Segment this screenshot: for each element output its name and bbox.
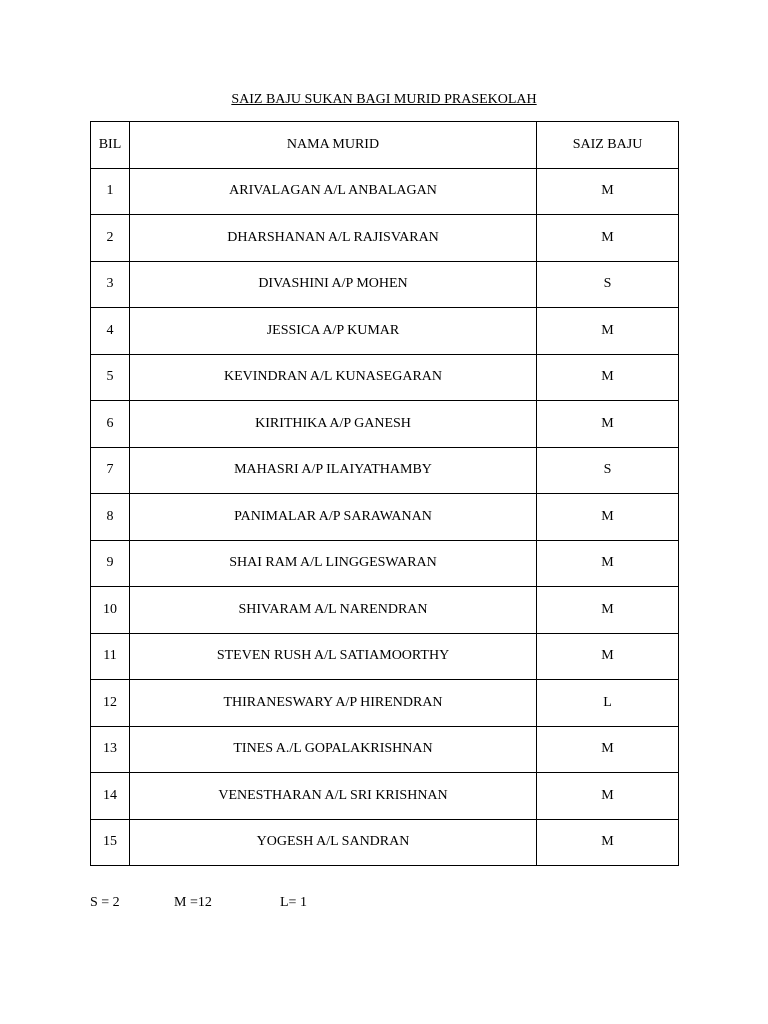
table-row (91, 494, 679, 541)
shirt-size: M (537, 587, 679, 634)
student-name: SHAI RAM A/L LINGGESWARAN (130, 540, 537, 587)
summary-small-count: S = 2 (90, 895, 120, 910)
shirt-size: M (537, 726, 679, 773)
table-row (91, 447, 679, 494)
student-name: MAHASRI A/P ILAIYATHAMBY (130, 447, 537, 494)
row-number: 14 (91, 773, 130, 820)
shirt-size: M (537, 540, 679, 587)
table-row (91, 680, 679, 727)
row-number: 7 (91, 447, 130, 494)
table-row (91, 773, 679, 820)
table-row (91, 308, 679, 355)
student-name: JESSICA A/P KUMAR (130, 308, 537, 355)
row-number: 3 (91, 261, 130, 308)
table-row (91, 633, 679, 680)
table-row (91, 215, 679, 262)
shirt-size: M (537, 168, 679, 215)
row-number: 11 (91, 633, 130, 680)
shirt-size: S (537, 261, 679, 308)
student-name: ARIVALAGAN A/L ANBALAGAN (130, 168, 537, 215)
student-name: TINES A./L GOPALAKRISHNAN (130, 726, 537, 773)
shirt-size: M (537, 401, 679, 448)
row-number: 6 (91, 401, 130, 448)
shirt-size: M (537, 308, 679, 355)
student-name: SHIVARAM A/L NARENDRAN (130, 587, 537, 634)
table-row (91, 354, 679, 401)
table-row (91, 587, 679, 634)
row-number: 13 (91, 726, 130, 773)
student-name: KIRITHIKA A/P GANESH (130, 401, 537, 448)
row-number: 8 (91, 494, 130, 541)
shirt-size: M (537, 633, 679, 680)
header-bil: BIL (91, 122, 130, 169)
student-name: DHARSHANAN A/L RAJISVARAN (130, 215, 537, 262)
student-name: DIVASHINI A/P MOHEN (130, 261, 537, 308)
shirt-size: M (537, 819, 679, 866)
page-title: SAIZ BAJU SUKAN BAGI MURID PRASEKOLAH (231, 92, 537, 107)
table-row (91, 168, 679, 215)
student-name: KEVINDRAN A/L KUNASEGARAN (130, 354, 537, 401)
shirt-size: M (537, 494, 679, 541)
row-number: 15 (91, 819, 130, 866)
header-size: SAIZ BAJU (537, 122, 679, 169)
summary-medium-count: M =12 (174, 895, 212, 910)
row-number: 4 (91, 308, 130, 355)
row-number: 1 (91, 168, 130, 215)
student-name: PANIMALAR A/P SARAWANAN (130, 494, 537, 541)
shirt-size: L (537, 680, 679, 727)
header-name: NAMA MURID (130, 122, 537, 169)
shirt-size: M (537, 354, 679, 401)
summary-large-count: L= 1 (280, 895, 307, 910)
shirt-size: M (537, 773, 679, 820)
row-number: 5 (91, 354, 130, 401)
student-name: YOGESH A/L SANDRAN (130, 819, 537, 866)
row-number: 10 (91, 587, 130, 634)
table-header-row (91, 122, 679, 169)
row-number: 2 (91, 215, 130, 262)
row-number: 9 (91, 540, 130, 587)
shirt-size: M (537, 215, 679, 262)
student-size-table (90, 121, 679, 866)
table-row (91, 726, 679, 773)
row-number: 12 (91, 680, 130, 727)
shirt-size: S (537, 447, 679, 494)
student-name: THIRANESWARY A/P HIRENDRAN (130, 680, 537, 727)
student-name: STEVEN RUSH A/L SATIAMOORTHY (130, 633, 537, 680)
table-row (91, 401, 679, 448)
table-row (91, 540, 679, 587)
student-name: VENESTHARAN A/L SRI KRISHNAN (130, 773, 537, 820)
table-row (91, 819, 679, 866)
table-row (91, 261, 679, 308)
